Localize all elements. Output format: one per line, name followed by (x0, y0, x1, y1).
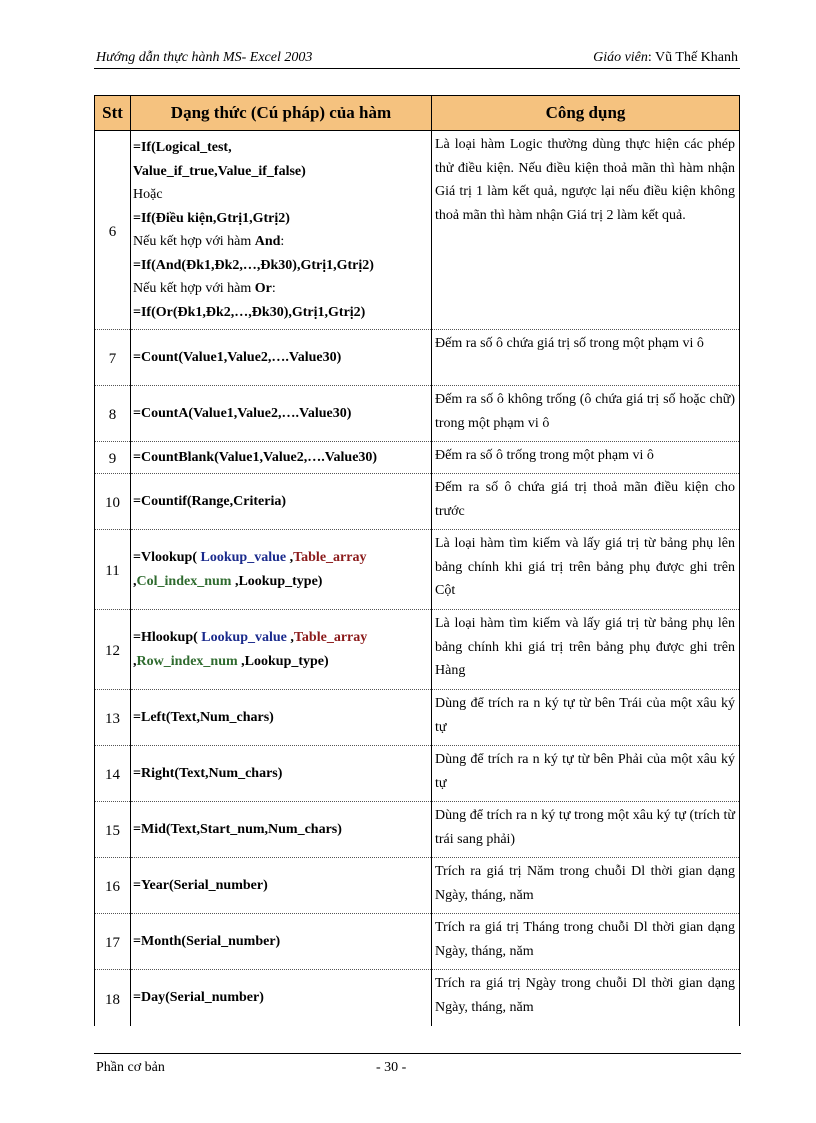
row-syntax: =Left(Text,Num_chars) (131, 690, 432, 746)
table-row (95, 802, 740, 858)
table-header-row (95, 96, 740, 131)
row-syntax: =CountA(Value1,Value2,….Value30) (131, 386, 432, 442)
row-stt: 17 (95, 914, 131, 970)
syntax-text: , (286, 630, 294, 645)
row-usage: Dùng để trích ra n ký tự từ bên Trái của một xâu ký tự (432, 690, 740, 746)
table-row (95, 131, 740, 330)
row-usage: Là loại hàm tìm kiếm và lấy giá trị từ bảng phụ lên bảng chính khi giá trị trên bảng phụ được ghi trên Hàng (432, 610, 740, 690)
row-usage: Trích ra giá trị Tháng trong chuỗi Dl thời gian dạng Ngày, tháng, năm (432, 914, 740, 970)
table-row (95, 914, 740, 970)
row-stt: 6 (95, 131, 131, 330)
row-usage: Đếm ra số ô chứa giá trị thoả mãn điều kiện cho trước (432, 474, 740, 530)
table-row (95, 858, 740, 914)
row-stt: 16 (95, 858, 131, 914)
table-row (95, 442, 740, 474)
syntax-arg: Table_array (293, 550, 367, 565)
syntax-text: , (286, 550, 294, 565)
row-stt: 11 (95, 530, 131, 610)
row-stt: 7 (95, 330, 131, 386)
row-stt: 9 (95, 442, 131, 474)
row-usage: Trích ra giá trị Ngày trong chuỗi Dl thời gian dạng Ngày, tháng, năm (432, 970, 740, 1026)
header-stt: Stt (95, 96, 131, 131)
row-stt: 15 (95, 802, 131, 858)
syntax-line: Value_if_true,Value_if_false) (133, 163, 306, 179)
syntax-line: =If(Or(Đk1,Đk2,…,Đk30),Gtrị1,Gtrị2) (133, 304, 366, 320)
syntax-arg: Table_array (293, 630, 368, 645)
table-row (95, 970, 740, 1026)
syntax-keyword: Or (254, 281, 272, 296)
syntax-text: Nếu kết hợp với hàm (133, 234, 255, 249)
row-stt: 12 (95, 610, 131, 690)
table-row (95, 610, 740, 690)
function-table (94, 95, 740, 1026)
syntax-line: =If(And(Đk1,Đk2,…,Đk30),Gtrị1,Gtrị2) (133, 257, 374, 273)
table-row (95, 330, 740, 386)
header-title: Hướng dẫn thực hành MS- Excel 2003 (96, 50, 313, 65)
syntax-arg: Co (136, 573, 154, 589)
syntax-text: =Vlookup( (133, 550, 201, 565)
row-syntax: =Month(Serial_number) (131, 914, 432, 970)
syntax-arg: Lookup_value (201, 630, 287, 645)
syntax-line (133, 277, 429, 301)
row-stt: 8 (95, 386, 131, 442)
syntax-text: =Hlookup( (133, 630, 202, 645)
syntax-text: , (133, 573, 137, 589)
syntax-line: =If(Điều kiện,Gtrị1,Gtrị2) (133, 210, 290, 226)
footer-section: Phần cơ bản (96, 1060, 165, 1075)
row-usage: Đếm ra số ô không trống (ô chứa giá trị số hoặc chữ) trong một phạm vi ô (432, 386, 740, 442)
syntax-text: : (280, 234, 285, 249)
syntax-arg: l_index_num (153, 573, 232, 589)
row-usage: Đếm ra số ô chứa giá trị số trong một phạm vi ô (432, 330, 740, 386)
row-syntax (131, 530, 432, 610)
syntax-text: , (133, 653, 137, 669)
syntax-text: ,Lookup_type) (237, 653, 329, 669)
row-stt: 13 (95, 690, 131, 746)
header-teacher-label: Giáo viên (593, 50, 648, 65)
table-row (95, 386, 740, 442)
syntax-keyword: And (254, 234, 281, 249)
row-syntax: =CountBlank(Value1,Value2,….Value30) (131, 442, 432, 474)
row-syntax (131, 131, 432, 330)
header-teacher (593, 50, 738, 66)
header-usage: Công dụng (432, 96, 740, 131)
row-stt: 18 (95, 970, 131, 1026)
row-syntax: =Countif(Range,Criteria) (131, 474, 432, 530)
row-syntax: =Day(Serial_number) (131, 970, 432, 1026)
syntax-text: : (271, 281, 276, 296)
row-syntax: =Mid(Text,Start_num,Num_chars) (131, 802, 432, 858)
syntax-line: Hoặc (133, 187, 163, 202)
row-stt: 10 (95, 474, 131, 530)
syntax-arg: R (136, 653, 147, 669)
syntax-line: =If(Logical_test, (133, 140, 232, 155)
row-syntax: =Right(Text,Num_chars) (131, 746, 432, 802)
page-footer (94, 1053, 741, 1076)
row-syntax: =Count(Value1,Value2,….Value30) (131, 330, 432, 386)
row-usage: Dùng để trích ra n ký tự trong một xâu ký tự (trích từ trái sang phải) (432, 802, 740, 858)
row-syntax (131, 610, 432, 690)
table-row (95, 530, 740, 610)
header-syntax: Dạng thức (Cú pháp) của hàm (131, 96, 432, 131)
syntax-arg: ow_index_num (146, 653, 238, 669)
syntax-text: Nếu kết hợp với hàm (133, 281, 255, 296)
page-header (94, 48, 740, 69)
row-usage: Dùng để trích ra n ký tự từ bên Phải của một xâu ký tự (432, 746, 740, 802)
syntax-arg: Lookup_value (200, 550, 287, 565)
header-teacher-name: : Vũ Thế Khanh (647, 50, 738, 65)
row-syntax: =Year(Serial_number) (131, 858, 432, 914)
row-stt: 14 (95, 746, 131, 802)
row-usage: Đếm ra số ô trống trong một phạm vi ô (432, 442, 740, 474)
page-number: - 30 - (376, 1060, 407, 1075)
table-row (95, 690, 740, 746)
syntax-text: ,Lookup_type) (231, 573, 323, 589)
table-row (95, 474, 740, 530)
row-usage: Trích ra giá trị Năm trong chuỗi Dl thời gian dạng Ngày, tháng, năm (432, 858, 740, 914)
table-row (95, 746, 740, 802)
row-usage: Là loại hàm tìm kiếm và lấy giá trị từ bảng phụ lên bảng chính khi giá trị trên bảng phụ được ghi trên Cột (432, 530, 740, 610)
syntax-line (133, 230, 429, 254)
row-usage: Là loại hàm Logic thường dùng thực hiện các phép thử điều kiện. Nếu điều kiện thoả mãn thì hàm nhận Giá trị 1 làm kết quả, ngược lại nếu điều kiện không thoả mãn thì hàm nhận Giá trị 2 làm kết quả. (432, 131, 740, 330)
